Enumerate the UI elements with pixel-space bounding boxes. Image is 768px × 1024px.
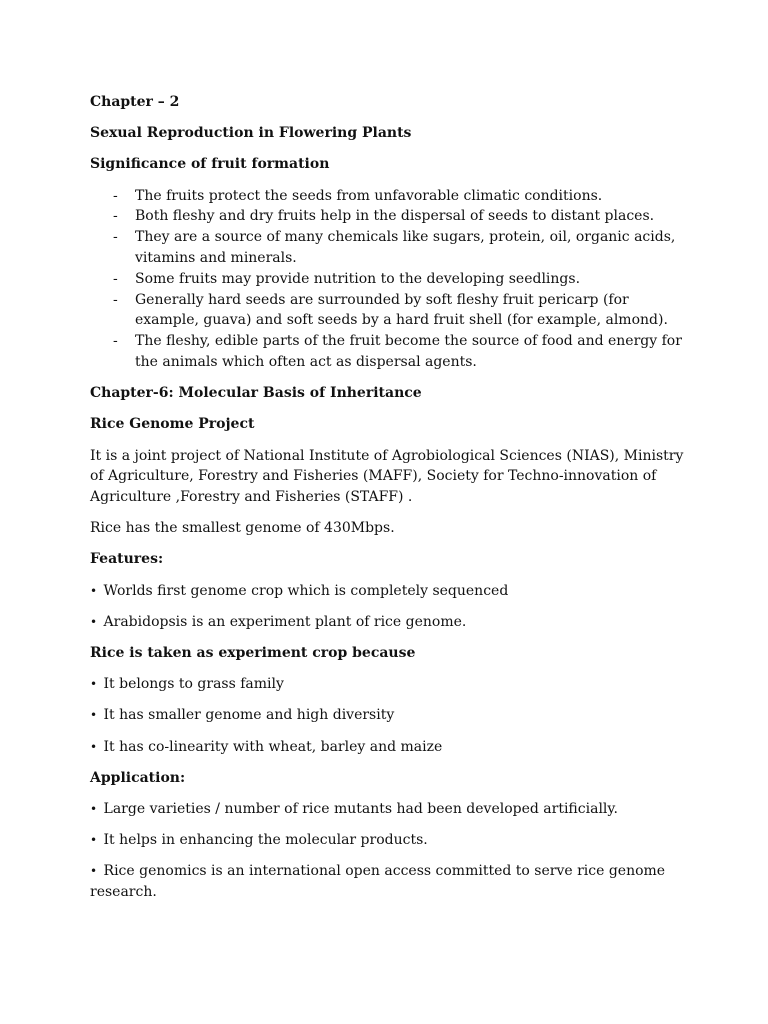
dash-marker: - [113,187,118,204]
list-item: - Generally hard seeds are surrounded by soft fleshy fruit pericarp (for example, guava) and soft seeds by a hard fruit shell (for example, almond). [113,291,668,329]
chapter-6-title: Chapter-6: Molecular Basis of Inheritance [90,385,422,402]
dash-marker: - [113,270,118,287]
application-heading: Application: [90,769,186,786]
list-item: - The fleshy, edible parts of the fruit become the source of food and energy for the animals which often act as dispersal agents. [113,333,682,370]
dash-marker: - [113,333,118,350]
bullet-marker: • [90,801,98,816]
bullet-marker: • [90,708,98,723]
fruit-significance-list [90,186,690,373]
list-item: • Worlds first genome crop which is completely sequenced [90,582,509,599]
fruit-formation-heading: Significance of fruit formation [90,156,330,173]
bullet-marker: • [90,864,98,879]
list-item: • Large varieties / number of rice mutants had been developed artificially. [90,800,618,817]
bullet-marker: • [90,583,98,598]
list-item: • It has co-linearity with wheat, barley and maize [90,738,443,755]
bullet-marker: • [90,833,98,848]
list-item: • It helps in enhancing the molecular products. [90,832,428,849]
chapter-2-subtitle: Sexual Reproduction in Flowering Plants [90,125,412,142]
list-item: • It belongs to grass family [90,676,284,693]
genome-size-paragraph: Rice has the smallest genome of 430Mbps. [90,520,395,537]
dash-marker: - [113,229,118,246]
list-item: • Rice genomics is an international open access committed to serve rice genome research. [90,863,666,901]
features-heading: Features: [90,551,164,568]
chapter-2-title: Chapter – 2 [90,94,180,110]
project-intro-paragraph: It is a joint project of National Institute of Agrobiological Sciences (NIAS), Ministry of Agriculture, Forestry and Fisheries (MAFF), Society for Techno-innovation of Agriculture ,Forestry and Fisheries (STAFF) . [90,447,684,506]
bullet-marker: • [90,677,98,692]
list-item: • Arabidopsis is an experiment plant of rice genome. [90,613,467,630]
rice-genome-heading: Rice Genome Project [90,416,255,433]
list-item: - Both fleshy and dry fruits help in the dispersal of seeds to distant places. [90,206,690,227]
experiment-crop-heading: Rice is taken as experiment crop because [90,645,416,662]
list-item: • It has smaller genome and high diversity [90,707,395,724]
list-item: - The fruits protect the seeds from unfavorable climatic conditions. [90,186,690,207]
bullet-marker: • [90,739,98,754]
dash-marker: - [113,208,118,225]
document-page [90,92,690,913]
dash-marker: - [113,291,118,308]
bullet-marker: • [90,614,98,629]
list-item: - They are a source of many chemicals like sugars, protein, oil, organic acids, vitamins and minerals. [113,229,676,266]
list-item: - Some fruits may provide nutrition to the developing seedlings. [90,269,690,290]
